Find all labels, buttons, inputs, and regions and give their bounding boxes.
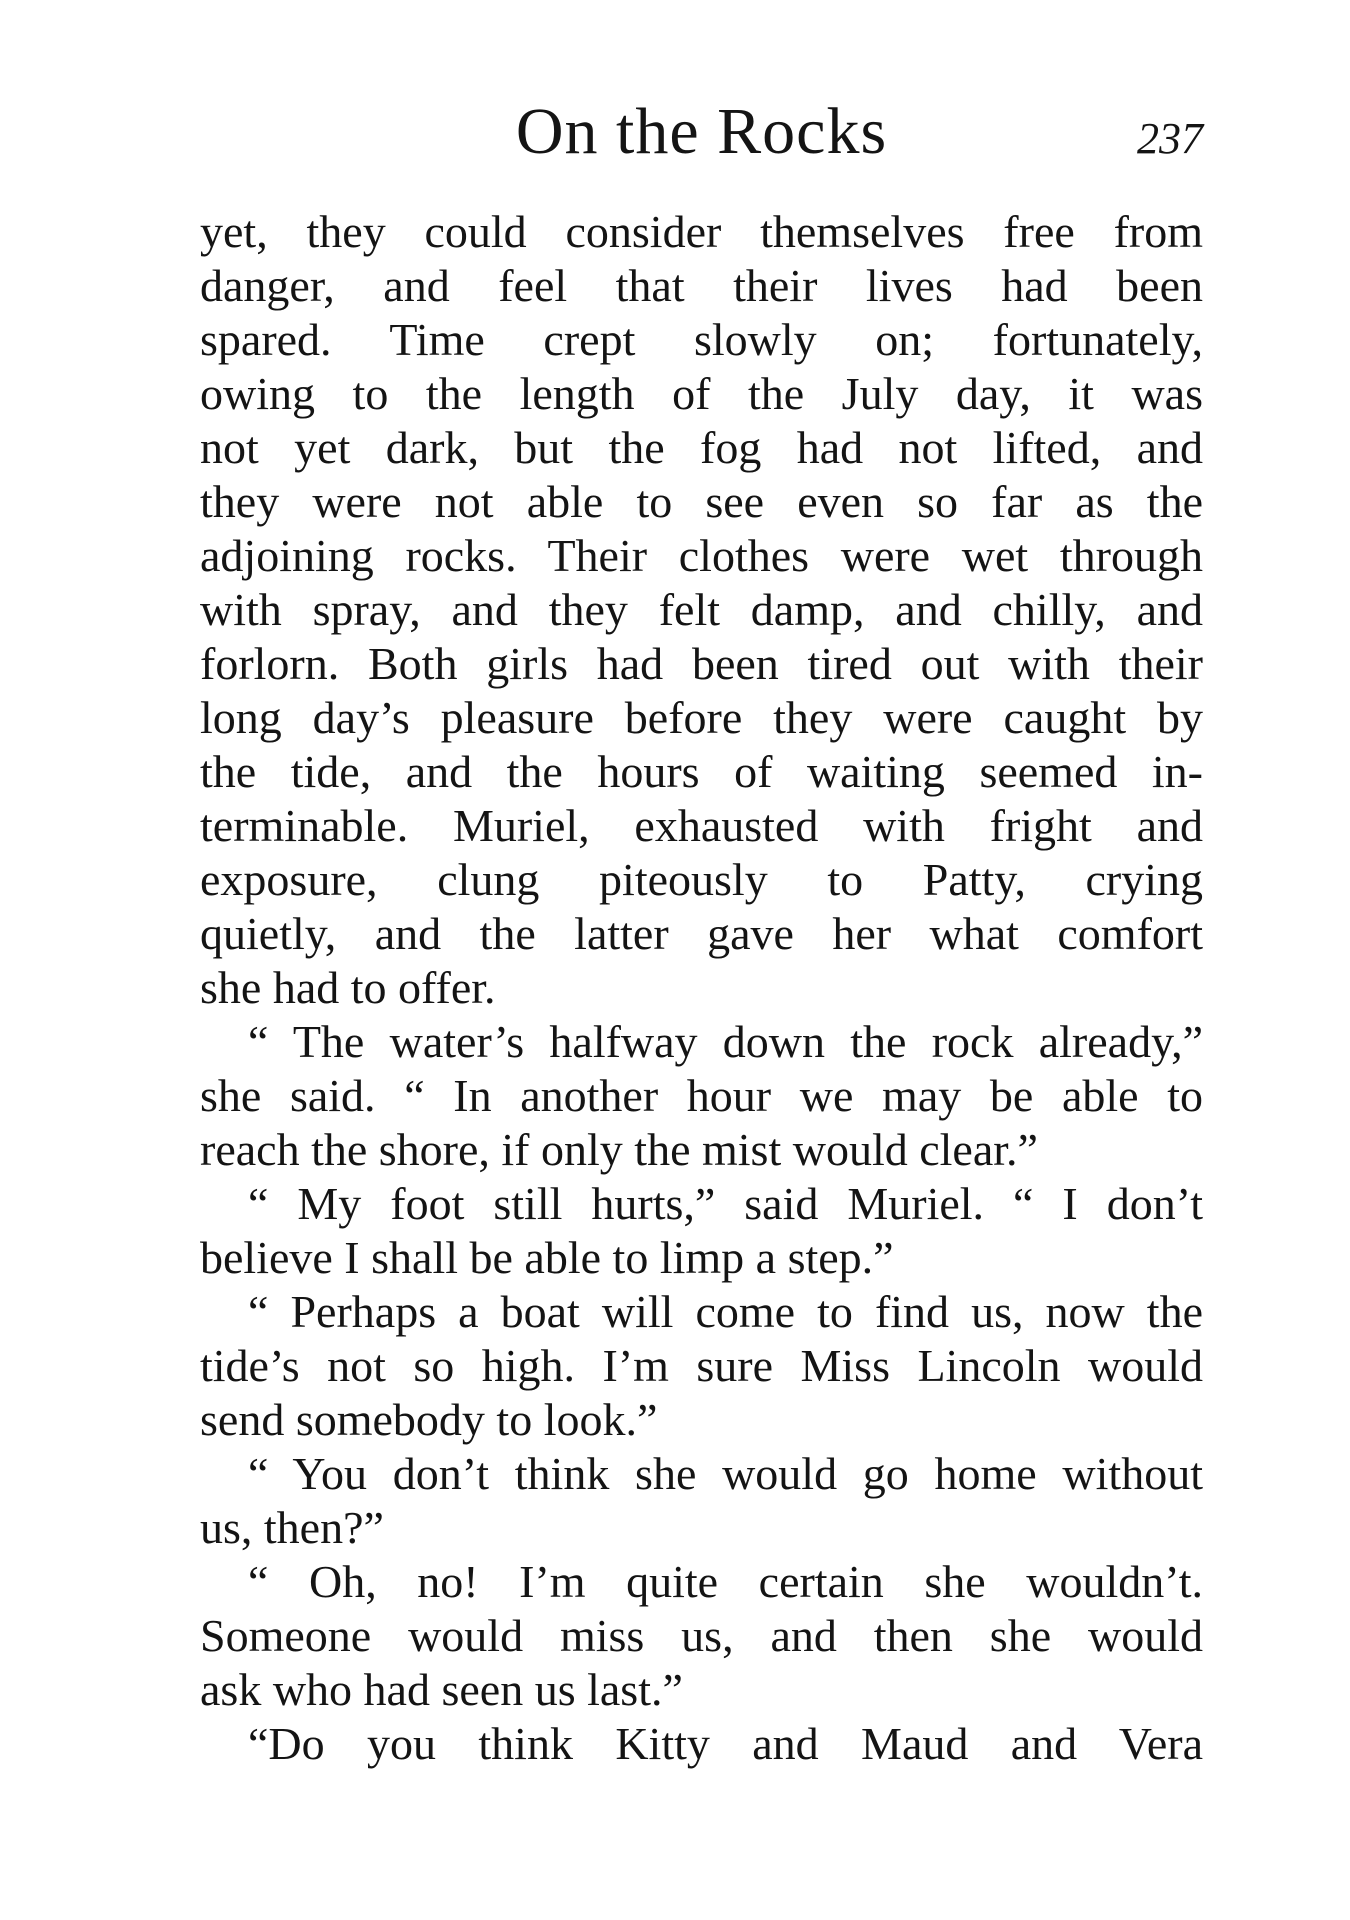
text-line: reach the shore, if only the mist would clear.” [200,1124,1038,1175]
text-line: “ Perhaps a boat will come to find us, now the [248,1286,1203,1337]
text-line: yet, they could consider themselves free from [200,206,1203,257]
body-text [200,205,1203,1771]
text-line: the tide, and the hours of waiting seemed in- [200,746,1203,797]
chapter-title: On the Rocks [515,95,888,168]
text-line: danger, and feel that their lives had been [200,260,1203,311]
text-line: “ The water’s halfway down the rock already,” [248,1016,1203,1067]
text-line: tide’s not so high. I’m sure Miss Lincoln would [200,1340,1203,1391]
text-line: Someone would miss us, and then she would [200,1610,1203,1661]
text-line: quietly, and the latter gave her what comfort [200,908,1203,959]
text-line: exposure, clung piteously to Patty, crying [200,854,1203,905]
running-head [200,92,1203,172]
text-line: send somebody to look.” [200,1394,658,1445]
text-line: not yet dark, but the fog had not lifted, and [200,422,1203,473]
text-line: “ Oh, no! I’m quite certain she wouldn’t. [248,1556,1203,1607]
text-line: she had to offer. [200,962,496,1013]
text-line: “ You don’t think she would go home without [248,1448,1203,1499]
text-line: believe I shall be able to limp a step.” [200,1232,894,1283]
text-line: “Do you think Kitty and Maud and Vera [248,1718,1203,1769]
text-line: she said. “ In another hour we may be able to [200,1070,1203,1121]
text-line: they were not able to see even so far as the [200,476,1203,527]
text-line: terminable. Muriel, exhausted with fright and [200,800,1203,851]
text-line: ask who had seen us last.” [200,1664,683,1715]
text-line: spared. Time crept slowly on; fortunately, [200,314,1203,365]
page-number: 237 [1137,114,1203,163]
text-line: forlorn. Both girls had been tired out with their [200,638,1203,689]
text-line: owing to the length of the July day, it was [200,368,1203,419]
text-line: adjoining rocks. Their clothes were wet through [200,530,1203,581]
text-line: long day’s pleasure before they were caught by [200,692,1203,743]
text-line: “ My foot still hurts,” said Muriel. “ I don’t [248,1178,1203,1229]
text-line: with spray, and they felt damp, and chilly, and [200,584,1203,635]
text-line: us, then?” [200,1502,384,1553]
